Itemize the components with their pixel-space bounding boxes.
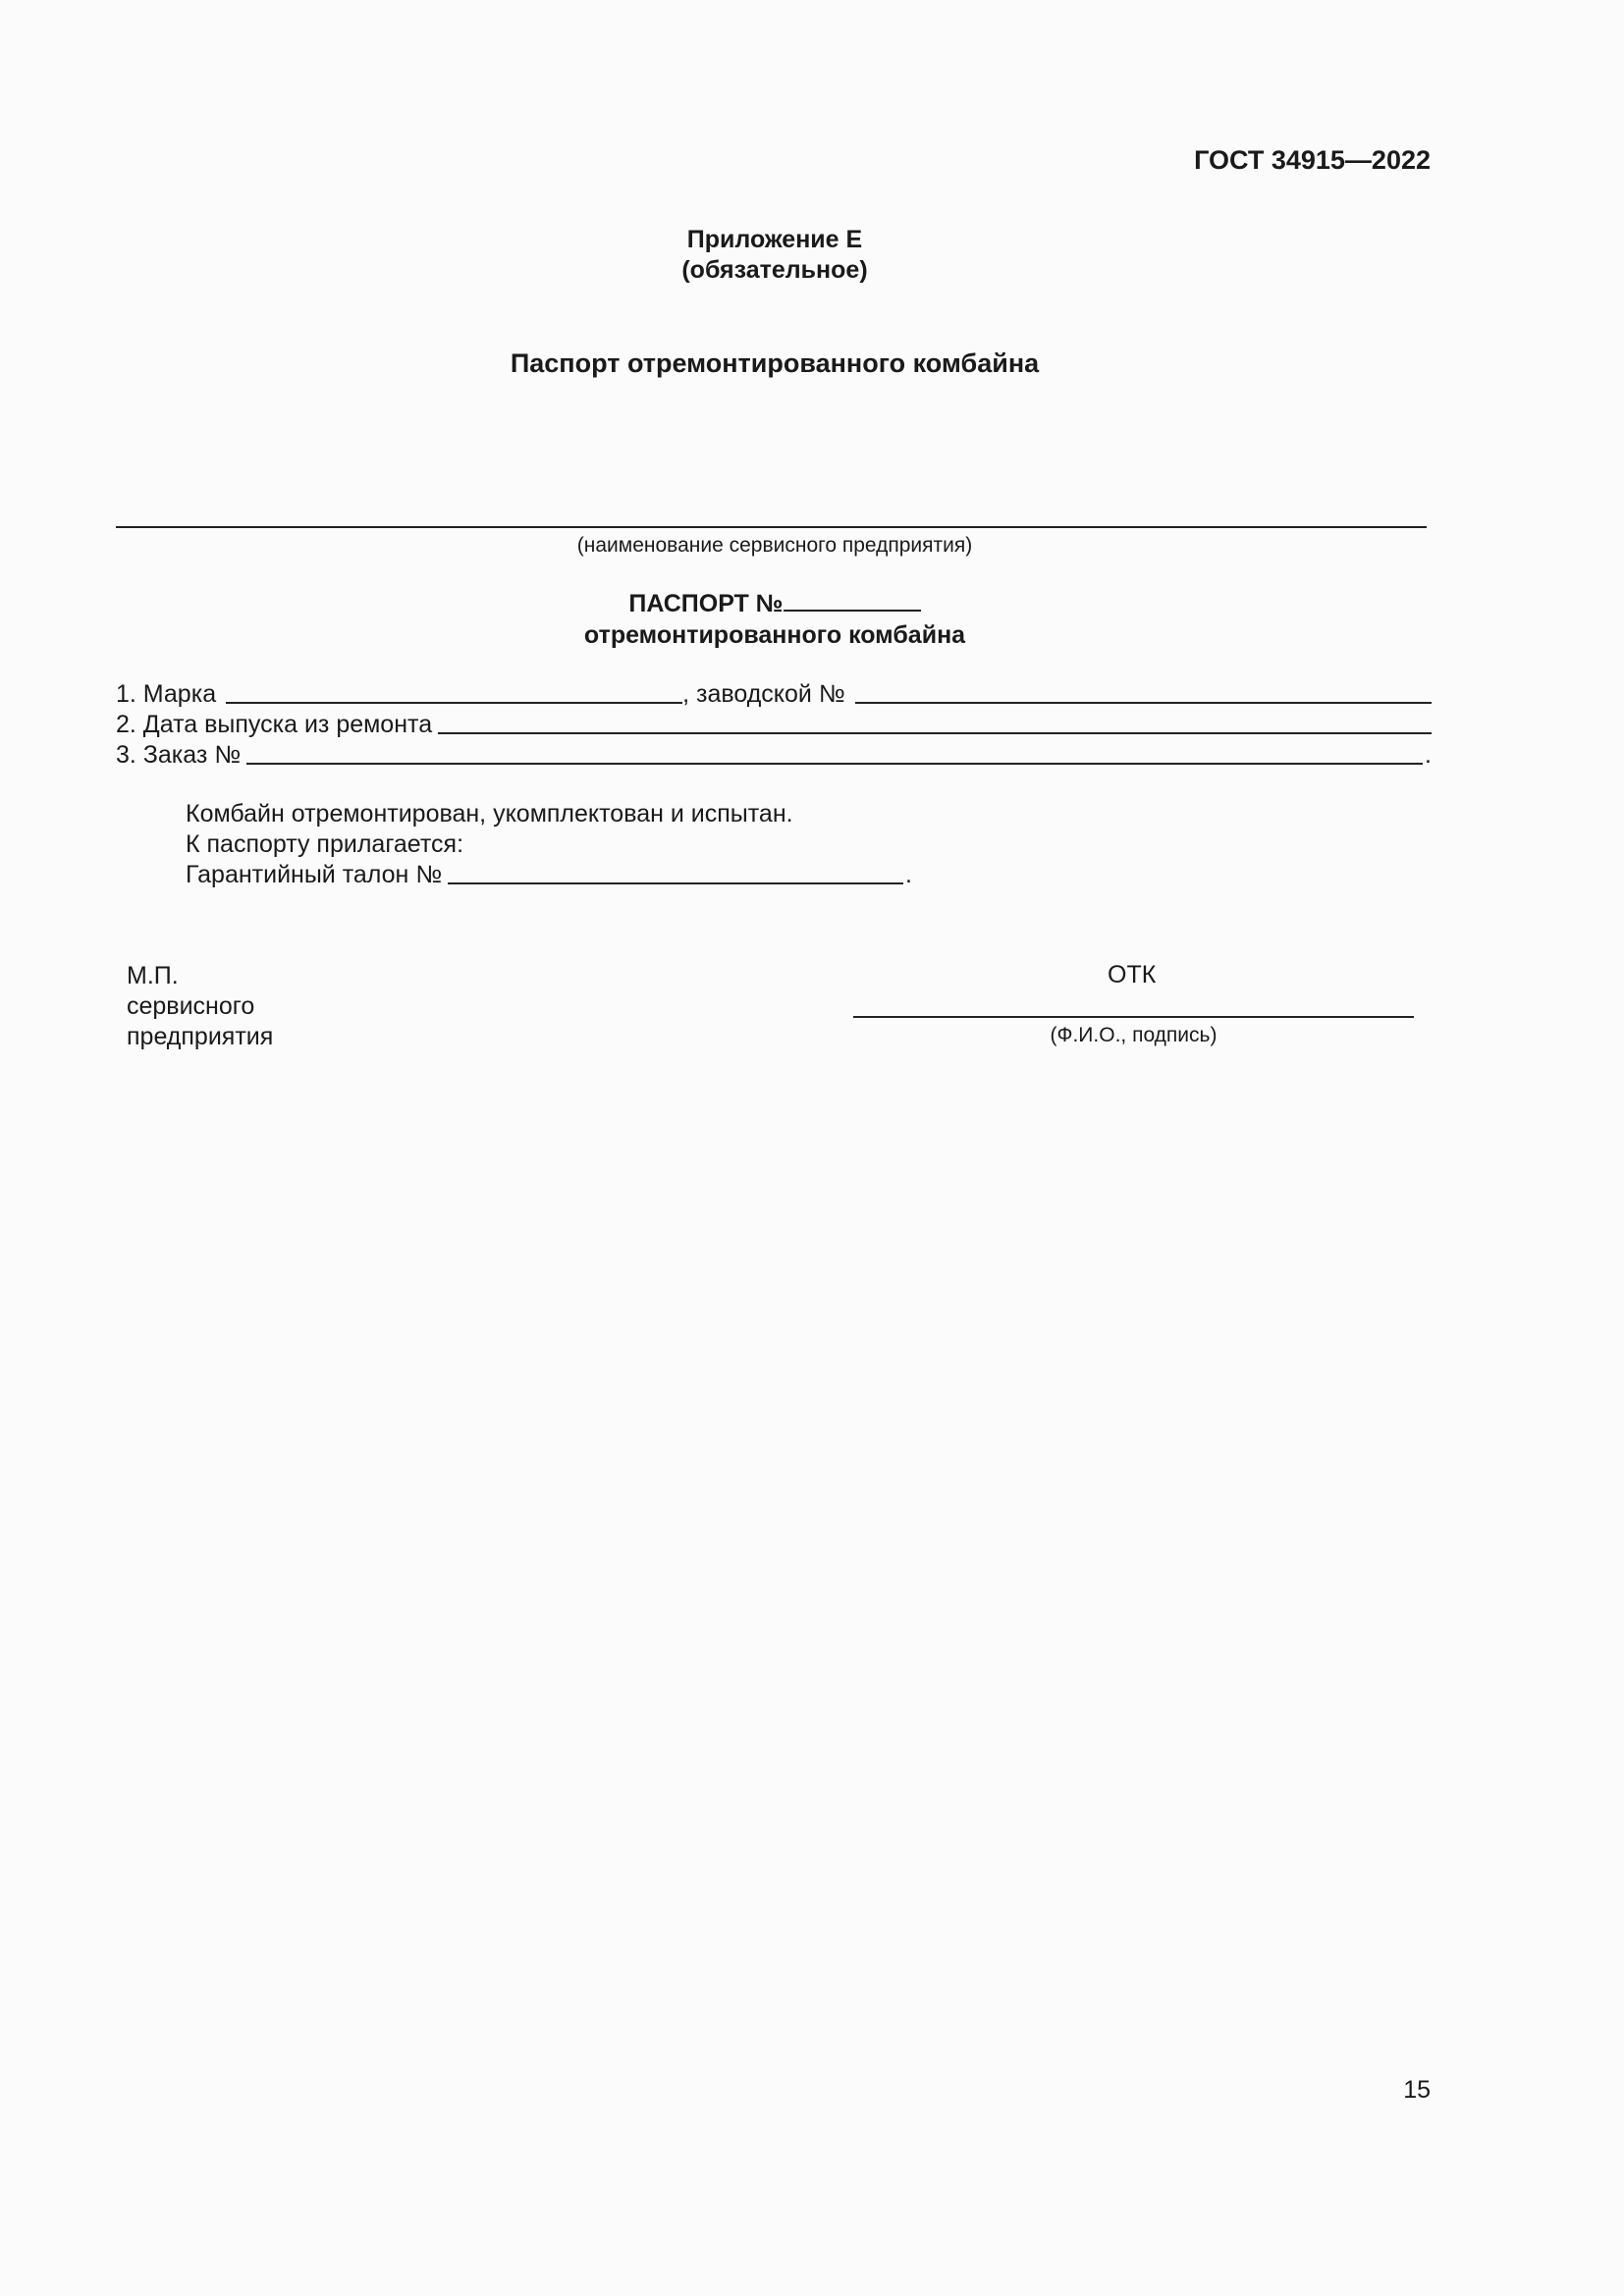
stamp-line-3: предприятия xyxy=(127,1023,274,1050)
order-row xyxy=(116,741,1432,770)
order-end: . xyxy=(1425,741,1432,769)
passport-heading xyxy=(0,590,1549,618)
document-code: ГОСТ 34915—2022 xyxy=(1194,145,1431,175)
otk-signature-caption: (Ф.И.О., подпись) xyxy=(1050,1024,1218,1046)
order-label: 3. Заказ № xyxy=(116,741,242,769)
release-date-label: 2. Дата выпуска из ремонта xyxy=(116,711,433,738)
serial-label: , заводской № xyxy=(682,680,845,708)
release-date-field[interactable] xyxy=(438,711,1432,734)
brand-row xyxy=(116,680,1432,709)
warranty-end: . xyxy=(905,861,912,888)
warranty-number-field[interactable] xyxy=(448,861,903,884)
stamp-block xyxy=(127,961,273,1052)
serial-number-field[interactable] xyxy=(855,680,1432,704)
annex-title: Приложение Е xyxy=(686,226,863,253)
enterprise-name-caption: (наименование сервисного предприятия) xyxy=(576,534,973,557)
otk-label: ОТК xyxy=(1108,961,1157,988)
document-title: Паспорт отремонтированного комбайна xyxy=(510,348,1040,378)
brand-label: 1. Марка xyxy=(116,680,217,708)
passport-label: ПАСПОРТ № xyxy=(628,590,784,617)
enterprise-name-line[interactable] xyxy=(116,526,1427,528)
statement-line-2: К паспорту прилагается: xyxy=(186,830,464,858)
warranty-row xyxy=(186,861,912,889)
stamp-line-1: М.П. xyxy=(127,962,179,989)
annex-status: (обязательное) xyxy=(681,256,868,284)
page-number: 15 xyxy=(1403,2076,1431,2104)
passport-subtitle: отремонтированного комбайна xyxy=(583,621,966,649)
brand-field[interactable] xyxy=(226,680,682,704)
release-date-row xyxy=(116,711,1432,739)
stamp-line-2: сервисного xyxy=(127,992,255,1020)
order-number-field[interactable] xyxy=(246,741,1423,765)
passport-number-line[interactable] xyxy=(784,590,921,612)
otk-signature-line[interactable] xyxy=(853,1016,1414,1018)
warranty-label: Гарантийный талон № xyxy=(186,861,443,888)
statement-line-1: Комбайн отремонтирован, укомплектован и испытан. xyxy=(186,800,793,828)
